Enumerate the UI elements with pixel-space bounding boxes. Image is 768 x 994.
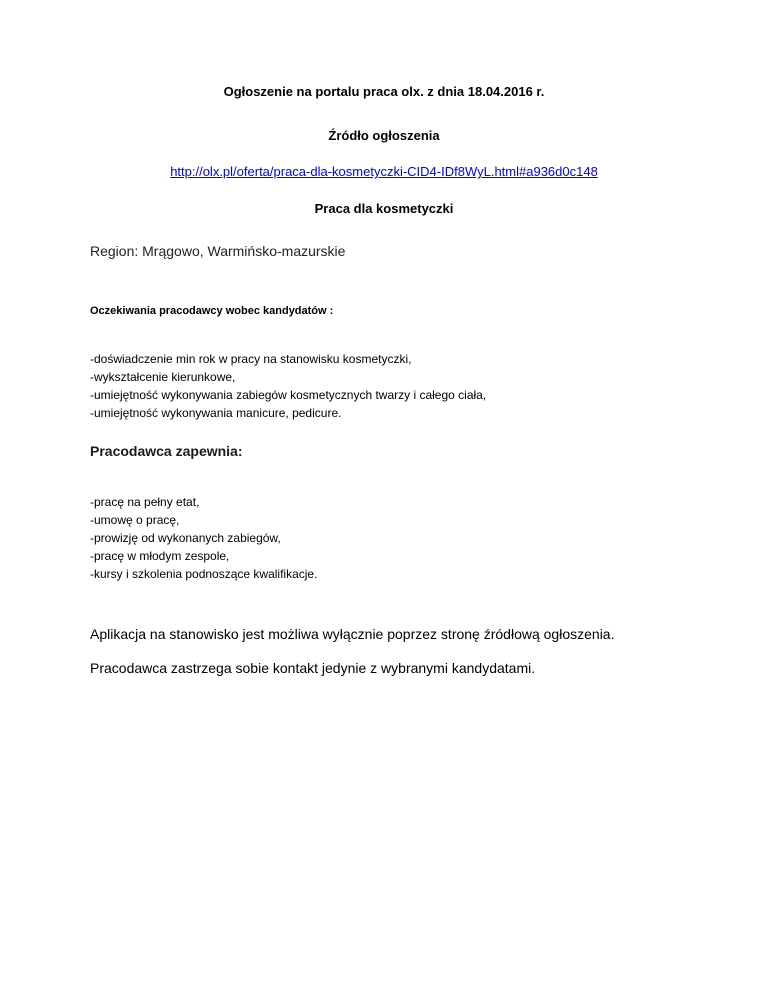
- job-title: Praca dla kosmetyczki: [314, 201, 454, 216]
- list-item: -umiejętność wykonywania manicure, pedicure.: [90, 406, 342, 420]
- expectations-list: [90, 350, 486, 422]
- offer-list: [90, 493, 317, 583]
- list-item: -wykształcenie kierunkowe,: [90, 370, 236, 384]
- list-item: -umiejętność wykonywania zabiegów kosmetycznych twarzy i całego ciała,: [90, 388, 487, 402]
- list-item: -kursy i szkolenia podnoszące kwalifikacje.: [90, 567, 318, 581]
- list-item: -pracę na pełny etat,: [90, 495, 200, 509]
- list-item: -umowę o pracę,: [90, 513, 180, 527]
- source-link[interactable]: http://olx.pl/oferta/praca-dla-kosmetyczki-CID4-IDf8WyL.html#a936d0c148: [170, 164, 598, 179]
- list-item: -doświadczenie min rok w pracy na stanowisku kosmetyczki,: [90, 352, 412, 366]
- expectations-heading: Oczekiwania pracodawcy wobec kandydatów :: [90, 305, 334, 317]
- list-item: -pracę w młodym zespole,: [90, 549, 230, 563]
- region-text: Region: Mrągowo, Warmińsko-mazurskie: [90, 243, 346, 259]
- source-heading: Źródło ogłoszenia: [328, 128, 440, 143]
- document-title: Ogłoszenie na portalu praca olx. z dnia 18.04.2016 r.: [223, 84, 545, 99]
- application-note: Aplikacja na stanowisko jest możliwa wyłącznie poprzez stronę źródłową ogłoszenia.: [90, 626, 615, 642]
- contact-note: Pracodawca zastrzega sobie kontakt jedynie z wybranymi kandydatami.: [90, 660, 536, 676]
- list-item: -prowizję od wykonanych zabiegów,: [90, 531, 281, 545]
- offer-heading: Pracodawca zapewnia:: [90, 443, 243, 459]
